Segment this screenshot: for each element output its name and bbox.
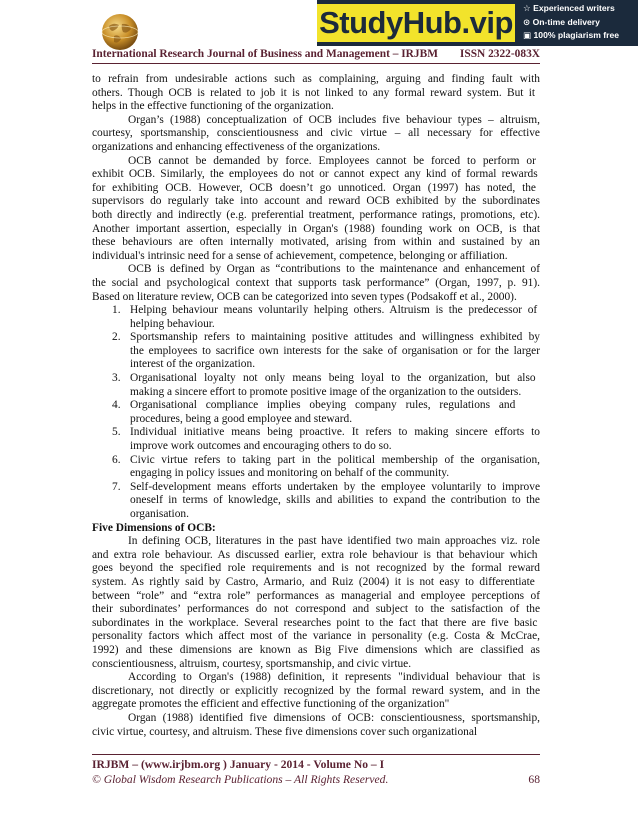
- list-item-line: [92, 508, 540, 522]
- paragraph-line: [92, 726, 540, 740]
- line-text: organizations and enhancing effectiveness of the organizations.: [92, 140, 381, 153]
- paragraph-line: [92, 87, 540, 101]
- footer-rule: [92, 754, 540, 755]
- list-item-line: [92, 318, 540, 332]
- list-item-line: [92, 440, 540, 454]
- line-text: discretionary, not directly or explicitly recognized by the formal reward system, and in the: [92, 684, 540, 697]
- paragraph-line: [92, 590, 540, 604]
- paragraph-line: [92, 209, 540, 223]
- paragraph-line: [92, 291, 540, 305]
- line-text: conscientiousness, altruism, courtesy, sportsmanship, and civic virtue.: [92, 657, 412, 670]
- list-number: 4.: [112, 399, 121, 412]
- paragraph-line: [92, 576, 540, 590]
- paragraph-line: [92, 658, 540, 672]
- list-number: 1.: [112, 304, 121, 317]
- list-number: 5.: [112, 426, 121, 439]
- line-text: OCB cannot be demanded by force. Employees cannot be forced to perform or: [128, 154, 536, 167]
- page-footer: [92, 757, 540, 787]
- line-text: aggregate promotes the efficient and effective functioning of the organization": [92, 698, 450, 711]
- line-text: Self-development means efforts undertaken by the employee voluntarily to improve: [130, 480, 540, 493]
- line-text: 1992) and these dimensions are known as Big Five dimensions which are classified as: [92, 643, 540, 656]
- list-item-line: [92, 372, 540, 386]
- line-text: exhibit OCB. Similarly, the employees do not or cannot expect any kind of formal rewards: [92, 168, 538, 181]
- line-text: subordinates in the workplace. Several researches point to the fact that there are five basic: [92, 616, 538, 629]
- paragraph-line: [92, 712, 540, 726]
- paragraph-line: [92, 73, 540, 87]
- line-text: Organ’s (1988) conceptualization of OCB includes five behaviour types – altruism,: [128, 113, 540, 126]
- line-text: engaging in policy issues and monitoring on behalf of the community.: [130, 467, 450, 480]
- paragraph-line: [92, 617, 540, 631]
- line-text: goes beyond the specified role requirements and is not recognized by the formal reward: [92, 562, 540, 575]
- list-item-line: [92, 331, 540, 345]
- line-text: others. Though OCB is related to job it is not linked to any formal reward system. But it: [92, 86, 536, 99]
- list-number: 7.: [112, 480, 121, 493]
- paragraph-line: [92, 195, 540, 209]
- line-text: interest of the organization.: [130, 358, 256, 371]
- paragraph-line: [92, 127, 540, 141]
- running-header: [92, 48, 540, 60]
- line-text: Organisational loyalty not only means being loyal to the organization, but also: [130, 372, 536, 385]
- line-text: Organ (1988) identified five dimensions of OCB: conscientiousness, sportsmanship,: [128, 711, 540, 724]
- section-heading: [92, 522, 540, 536]
- paragraph-line: [92, 114, 540, 128]
- line-text: individual's intrinsic need for a sense of achievement, competence, belonging or affiliation.: [92, 249, 508, 262]
- paragraph-line: [92, 155, 540, 169]
- paragraph-line: [92, 562, 540, 576]
- list-item-line: [92, 345, 540, 359]
- badge-ontime: ⊙ On-time delivery: [523, 16, 600, 27]
- paragraph-line: [92, 698, 540, 712]
- paragraph-line: [92, 100, 540, 114]
- line-text: Individual initiative means being proactive. It refers to making sincere efforts to: [130, 426, 540, 439]
- line-text: for exhibiting OCB. However, OCB doesn’t go unnoticed. Organ (1997) has noted, the: [92, 181, 536, 194]
- line-text: civic virtue, courtesy, and altruism. These five dimensions cover such organizational: [92, 725, 478, 738]
- line-text: system. As rightly said by Castro, Armario, and Ruiz (2004) it is not easy to differentiate: [92, 575, 535, 588]
- line-text: Sportsmanship refers to maintaining positive attitudes and willingness exhibited by: [130, 331, 540, 344]
- paragraph-line: [92, 535, 540, 549]
- paragraph-line: [92, 263, 540, 277]
- paragraph-line: [92, 168, 540, 182]
- badge-experienced: ☆ Experienced writers: [523, 3, 615, 13]
- line-text: personality factors which affect most of the variance in personality (e.g. Costa & McCrae,: [92, 630, 540, 643]
- line-text: Civic virtue refers to taking part in the political membership of the organisation,: [130, 453, 540, 466]
- paragraph-line: [92, 277, 540, 291]
- line-text: supervisors do regularly take into account and reward OCB exhibited by the subordinates: [92, 195, 540, 208]
- list-number: 3.: [112, 372, 121, 385]
- line-text: improve work outcomes and encouraging others to do so.: [130, 440, 392, 453]
- line-text: Organisational compliance implies obeying company rules, regulations and: [130, 399, 516, 412]
- list-item-line: [92, 304, 540, 318]
- line-text: procedures, being a good employee and steward.: [130, 412, 353, 425]
- line-text: between “role” and “extra role” performances as managerial and employee perceptions of: [92, 589, 540, 602]
- list-number: 6.: [112, 453, 121, 466]
- paragraph-line: [92, 236, 540, 250]
- line-text: helps in the effective functioning of the organization.: [92, 100, 334, 113]
- list-item-line: [92, 399, 540, 413]
- issn: ISSN 2322-083X: [459, 48, 540, 60]
- paragraph-line: [92, 250, 540, 264]
- line-text: organisation.: [130, 508, 189, 520]
- list-item-line: [92, 426, 540, 440]
- paragraph-line: [92, 685, 540, 699]
- header-rule: [92, 63, 540, 64]
- paragraph-line: [92, 644, 540, 658]
- paragraph-line: [92, 141, 540, 155]
- line-text: to refrain from undesirable actions such as complaining, arguing and finding fault with: [92, 73, 540, 85]
- paragraph-line: [92, 630, 540, 644]
- line-text: Five Dimensions of OCB:: [92, 521, 216, 534]
- journal-logo: [100, 12, 140, 52]
- footer-copyright: © Global Wisdom Research Publications – All Rights Reserved.: [92, 773, 389, 786]
- line-text: both directly and indirectly (e.g. preferential treatment, performance ratings, promotions, etc).: [92, 208, 540, 221]
- line-text: In defining OCB, literatures in the past have identified two main approaches viz. role: [128, 535, 540, 548]
- badge-plagiarism: ▣ 100% plagiarism free: [523, 30, 620, 40]
- page-number: 68: [528, 773, 540, 786]
- list-item-line: [92, 386, 540, 400]
- footer-issue: IRJBM – (www.irjbm.org ) January - 2014 - Volume No – I: [92, 758, 385, 771]
- article-body: [92, 73, 540, 739]
- studyhub-ad-banner[interactable]: [317, 0, 638, 46]
- line-text: their subordinates’ performances do not correspond and subject to the satisfaction of the: [92, 603, 540, 616]
- studyhub-brand[interactable]: StudyHub.vip: [317, 4, 515, 42]
- list-item-line: [92, 467, 540, 481]
- paragraph-line: [92, 549, 540, 563]
- list-item-line: [92, 481, 540, 495]
- line-text: the social and psychological context that supports task performance” (Organ, 1997, p. 91).: [92, 276, 540, 289]
- line-text: the employees to sacrifice own interests for the sake of organisation or for the larger: [130, 344, 540, 357]
- line-text: making a sincere effort to promote positive image of the organization to the outsiders.: [130, 385, 522, 398]
- line-text: Helping behaviour means voluntarily helping others. Altruism is the predecessor of: [130, 304, 538, 317]
- line-text: Another important assertion, especially in Organ's (1988) founding work on OCB, is that: [92, 222, 540, 235]
- ad-badges: [515, 0, 638, 46]
- paragraph-line: [92, 223, 540, 237]
- line-text: these behaviours are often internally motivated, arising from within and sustained by an: [92, 236, 540, 249]
- line-text: Based on literature review, OCB can be categorized into seven types (Podsakoff et al., 2000).: [92, 290, 517, 303]
- journal-name: International Research Journal of Business and Management – IRJBM: [92, 48, 438, 60]
- list-number: 2.: [112, 331, 121, 344]
- paragraph-line: [92, 603, 540, 617]
- line-text: According to Organ's (1988) definition, it represents "individual behaviour that is: [128, 671, 540, 684]
- paragraph-line: [92, 182, 540, 196]
- list-item-line: [92, 358, 540, 372]
- line-text: oneself in terms of knowledge, skills and abilities to expand the contribution to the: [130, 494, 540, 507]
- line-text: and extra role behaviour. As discussed earlier, extra role behaviour is that behaviour which: [92, 548, 538, 561]
- list-item-line: [92, 413, 540, 427]
- line-text: OCB is defined by Organ as “contributions to the maintenance and enhancement of: [128, 263, 540, 276]
- list-item-line: [92, 494, 540, 508]
- line-text: courtesy, sportsmanship, conscientiousness and civic virtue – all necessary for effective: [92, 127, 540, 140]
- paragraph-line: [92, 671, 540, 685]
- line-text: helping behaviour.: [130, 317, 215, 330]
- list-item-line: [92, 454, 540, 468]
